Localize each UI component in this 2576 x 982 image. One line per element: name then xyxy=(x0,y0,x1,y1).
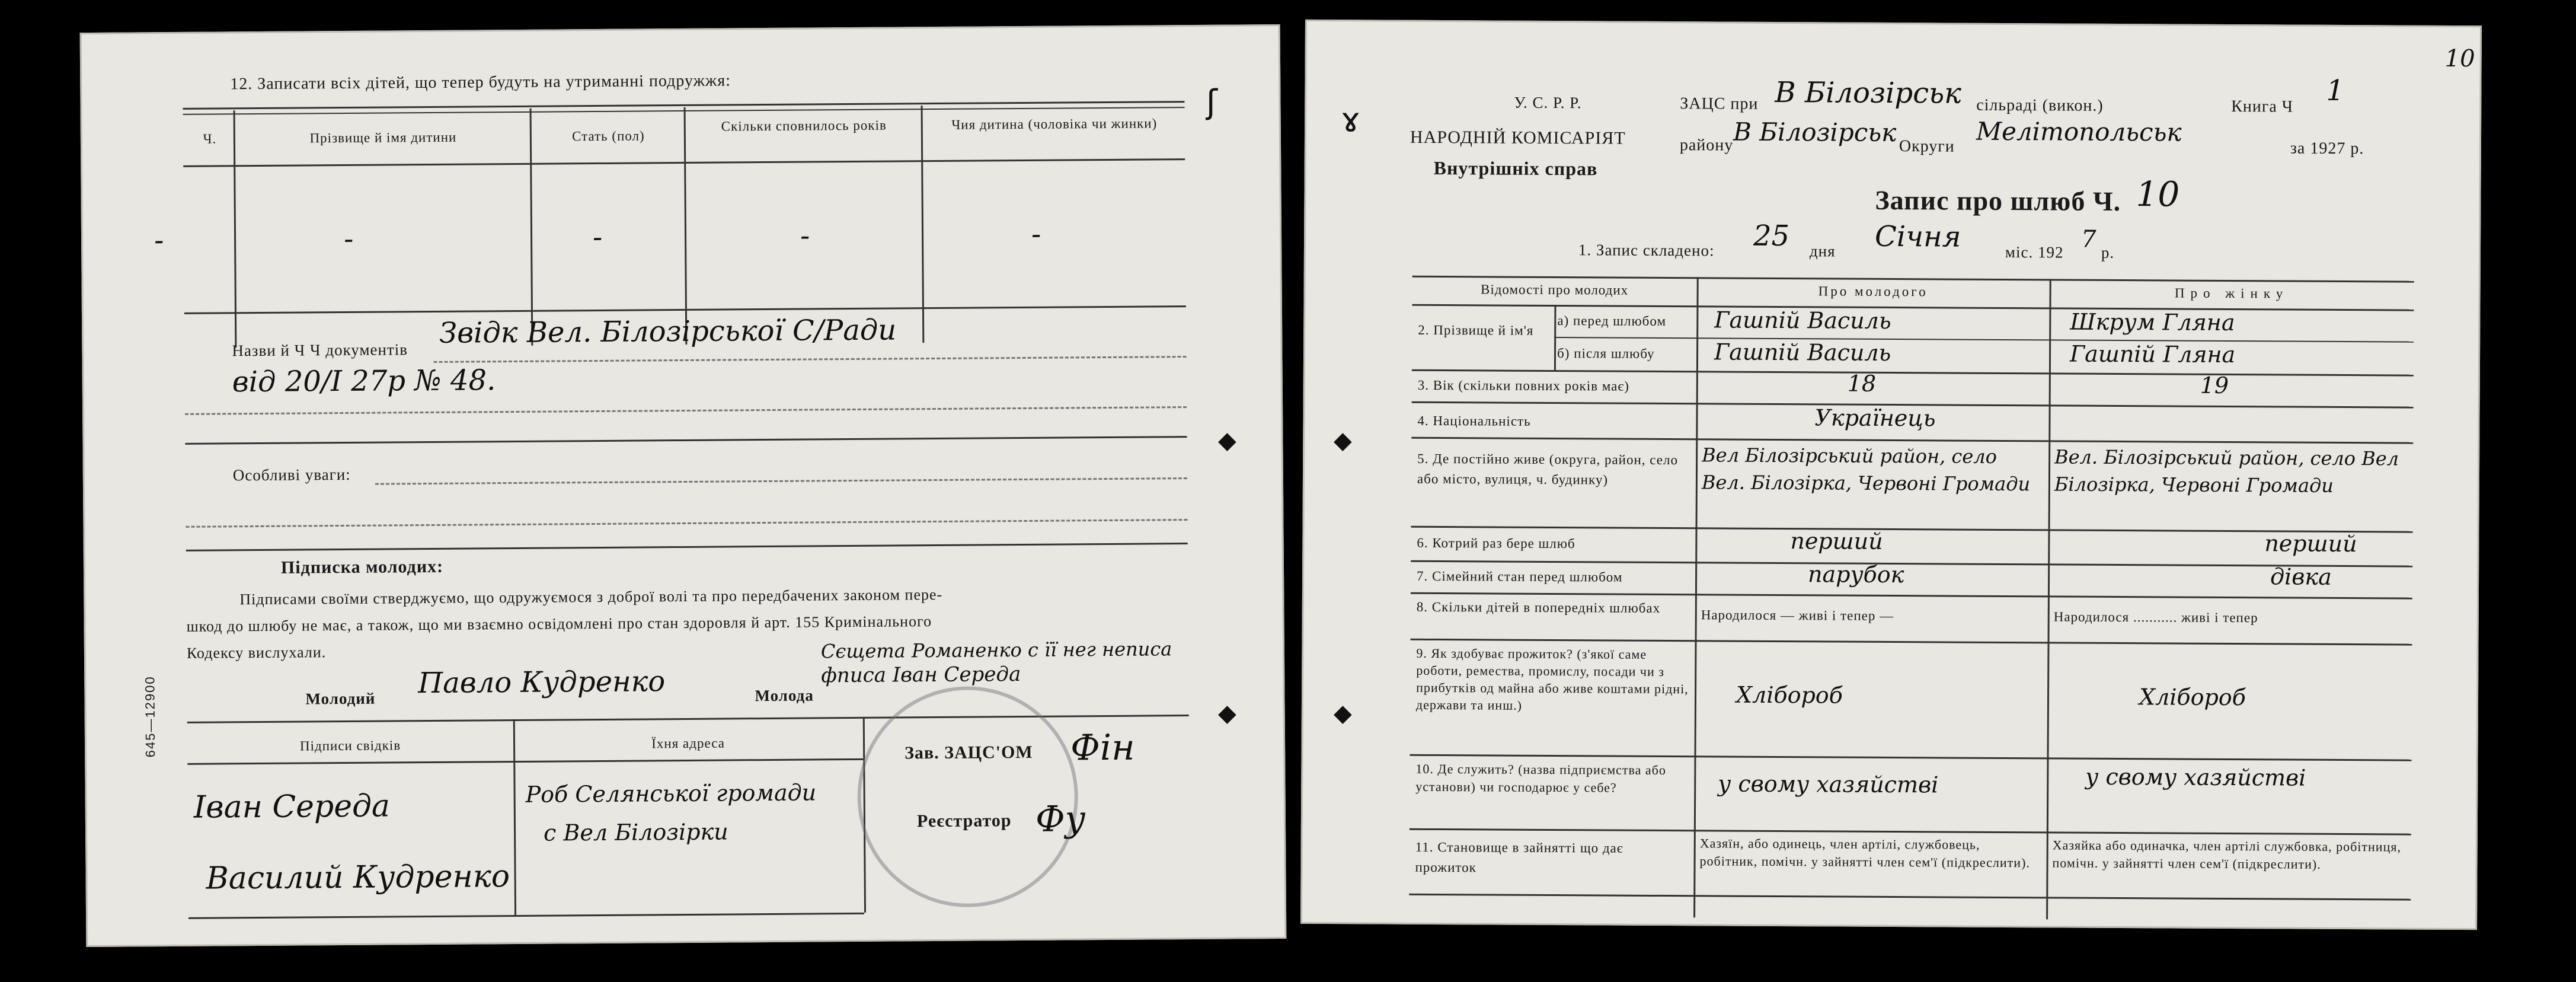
col-age: Скільки сповнилось років xyxy=(721,117,887,134)
made-label: 1. Запис складено: xyxy=(1578,241,1715,260)
children-header: 12. Записати всіх дітей, що тепер будуть на утриманні подружжя: xyxy=(230,71,731,94)
docs-label: Назви й Ч Ч документів xyxy=(232,340,408,360)
row-3-label: 3. Вік (скільки повних років має) xyxy=(1417,377,1629,394)
binder-mark: ◆ xyxy=(1218,700,1236,727)
witness-col-header: Підписи свідків xyxy=(299,738,401,754)
year-label: за 1927 р. xyxy=(2290,139,2364,158)
ussr-label: У. С. Р. Р. xyxy=(1514,93,1582,112)
binder-mark: ◆ xyxy=(1334,427,1352,454)
bride-signature-1: Сєщета Романенко с її нег неписа xyxy=(820,637,1172,663)
col-child-name: Прізвище й імя дитини xyxy=(309,129,457,146)
bride-surname-after: Гашпій Гляна xyxy=(2069,340,2236,368)
binder-mark: ◆ xyxy=(1334,700,1352,727)
record-number: 10 xyxy=(2136,174,2180,215)
row-7-label: 7. Сімейний стан перед шлюбом xyxy=(1417,568,1623,585)
docs-handwritten-1: Звідк Вел. Білозірської С/Ради xyxy=(439,313,897,350)
zacs-suffix: сільраді (викон.) xyxy=(1976,95,2104,115)
dash-whose: - xyxy=(1031,217,1041,251)
groom-marriage-count: перший xyxy=(1790,528,1883,554)
bride-label: Молода xyxy=(755,686,814,705)
year-suffix: р. xyxy=(2101,243,2115,262)
row-2-before-label: а) перед шлюбом xyxy=(1557,313,1667,329)
groom-occupation-status: Хазяїн, або одинець, член артілі, службовець, робітник, помічн. у зайнятті член сем'ї (підкреслити). xyxy=(1699,836,2031,871)
groom-marital-status: парубок xyxy=(1808,561,1904,588)
bride-marriage-count: перший xyxy=(2264,530,2357,557)
left-page xyxy=(80,24,1287,947)
bride-workplace: у свому хазяйстві xyxy=(2085,763,2306,791)
okrug-value: Мелітопольськ xyxy=(1976,116,2182,147)
zacs-village: В Білозірськ xyxy=(1775,75,1962,110)
dash-number: - xyxy=(154,224,164,257)
sig-text-1: Підписами своїми стверджуємо, що одружуємося з доброї волі та про передбачених законом пере- xyxy=(239,585,943,608)
book-number: 1 xyxy=(2326,74,2345,107)
commissariat-label: НАРОДНІЙ КОМІСАРІЯТ xyxy=(1410,127,1626,148)
rayon-value: В Білозірськ xyxy=(1733,117,1897,148)
record-title: Запис про шлюб Ч. xyxy=(1875,184,2121,217)
row-6-label: 6. Котрий раз бере шлюб xyxy=(1417,535,1575,551)
bride-surname-before: Шкрум Гляна xyxy=(2070,308,2235,336)
book-label: Книга Ч xyxy=(2231,97,2294,116)
col-number: Ч. xyxy=(203,131,217,146)
address-col-header: Їхня адреса xyxy=(651,735,725,751)
dash-name: - xyxy=(343,222,354,256)
row-5-label: 5. Де постійно живе (округа, район, село або місто, вулиця, ч. будинку) xyxy=(1417,451,1679,487)
bride-children: Народилося ........... живі і тепер xyxy=(2053,609,2258,626)
row-9-label: 9. Як здобуває прожиток? (з'якої саме роботи, ремества, промислу, посади чи з прибутків од майна або живе коштами рідні, держави та инш.) xyxy=(1415,645,1689,713)
registrar-label: Реєстратор xyxy=(916,811,1012,831)
zacs-prefix: ЗАЦС при xyxy=(1680,94,1759,113)
rayon-label: району xyxy=(1679,136,1734,155)
registrar-signature: Фу xyxy=(1035,798,1086,840)
dash-sex: - xyxy=(592,220,603,254)
bride-age: 19 xyxy=(2200,372,2229,398)
bride-occupation-status: Хазяйка або одиначка, член артілі службовка, робітниця, помічн. у зайнятті член сем'ї (підкреслити). xyxy=(2052,837,2402,872)
groom-signature: Павло Кудренко xyxy=(418,665,666,700)
official-stamp xyxy=(856,686,1079,908)
right-page xyxy=(1300,20,2482,930)
col-whose-child: Чия дитина (чоловіка чи жинки) xyxy=(951,116,1158,132)
witness-2-signature: Василий Кудренко xyxy=(206,859,510,897)
internal-affairs-label: Внутрішніх справ xyxy=(1433,157,1598,180)
groom-label: Молодий xyxy=(305,689,376,708)
groom-residence: Вел Білозірський район, село Вел. Білозірка, Червоні Громади xyxy=(1701,444,2031,496)
sig-text-2: шкод до шлюбу не має, а також, що ми взаємно освідомлені про стан здоровля й арт. 155 Кримінального xyxy=(186,613,932,635)
groom-livelihood: Хлібороб xyxy=(1736,681,1843,709)
page-number: 10 xyxy=(2444,44,2475,73)
row-2-label: 2. Прізвище й ім'я xyxy=(1418,322,1534,338)
day-word: дня xyxy=(1809,242,1836,260)
groom-surname-before: Гашпій Василь xyxy=(1714,307,1891,334)
print-code: 645—12900 xyxy=(142,675,158,758)
row-10-label: 10. Де служить? (назва підприємства або установи) чи господарює у себе? xyxy=(1415,761,1666,795)
binder-mark: ɤ xyxy=(1341,101,1361,139)
groom-children: Народилося — живі і тепер — xyxy=(1701,607,1894,624)
docs-handwritten-2: від 20/І 27р № 48. xyxy=(232,364,496,399)
address-2: с Вел Білозірки xyxy=(543,818,728,846)
bride-marital-status: дівка xyxy=(2270,563,2332,590)
head-label: Зав. ЗАЦС'ОМ xyxy=(905,742,1033,763)
bride-residence: Вел. Білозірський район, село Вел Білозірка, Червоні Громади xyxy=(2054,445,2399,497)
groom-age: 18 xyxy=(1847,370,1877,397)
groom-nationality: Українець xyxy=(1814,404,1936,432)
row-2-after-label: б) після шлюбу xyxy=(1557,346,1655,361)
made-month: Січня xyxy=(1874,219,1961,254)
made-year: 7 xyxy=(2080,225,2096,253)
groom-surname-after: Гашпій Василь xyxy=(1714,339,1891,366)
col-sex: Стать (пол) xyxy=(571,128,645,144)
binder-mark: ◆ xyxy=(1218,427,1236,454)
col-bride: Про жінку xyxy=(2174,285,2289,301)
okrug-label: Округи xyxy=(1899,137,1955,156)
made-day: 25 xyxy=(1753,219,1790,253)
binder-mark: ʃ xyxy=(1206,83,1217,122)
bride-signature-2: фписа Іван Середа xyxy=(821,662,1021,688)
witness-1-signature: Іван Середа xyxy=(193,788,391,825)
groom-workplace: у свому хазяйстві xyxy=(1718,770,1939,798)
sig-text-3: Кодексу вислухали. xyxy=(186,643,327,662)
bride-livelihood: Хлібороб xyxy=(2139,684,2246,711)
dash-age: - xyxy=(800,219,810,253)
sig-title: Підписка молодих: xyxy=(280,556,444,578)
row-11-label: 11. Становище в зайнятті що дає прожиток xyxy=(1415,839,1623,875)
row-4-label: 4. Національність xyxy=(1417,413,1531,429)
col-info: Відомості про молодих xyxy=(1480,282,1629,298)
month-word: міс. 192 xyxy=(2005,243,2064,262)
notes-label: Особливі уваги: xyxy=(232,465,351,484)
address-1: Роб Селянської громади xyxy=(525,779,817,808)
head-signature: Фін xyxy=(1070,726,1135,769)
row-8-label: 8. Скільки дітей в попередніх шлюбах xyxy=(1416,599,1661,616)
col-groom: Про молодого xyxy=(1818,283,1928,299)
